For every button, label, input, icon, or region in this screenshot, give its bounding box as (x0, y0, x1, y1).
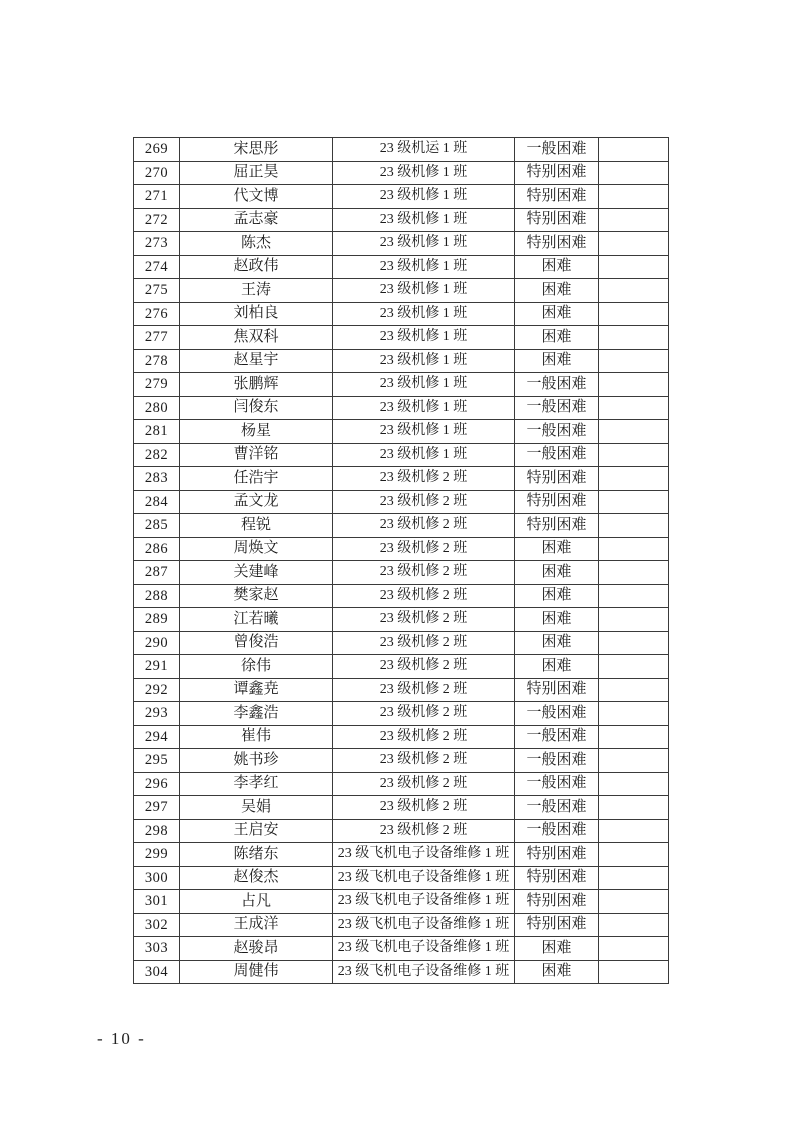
cell-class: 23 级机修 1 班 (333, 373, 515, 397)
cell-name: 孟文龙 (180, 490, 333, 514)
cell-number: 304 (134, 960, 180, 984)
cell-number: 284 (134, 490, 180, 514)
cell-name: 赵骏昂 (180, 937, 333, 961)
cell-number: 281 (134, 420, 180, 444)
cell-name: 张鹏辉 (180, 373, 333, 397)
cell-name: 宋思彤 (180, 138, 333, 162)
table-row (134, 937, 669, 961)
table-row (134, 443, 669, 467)
cell-level: 一般困难 (515, 443, 599, 467)
cell-class: 23 级机修 1 班 (333, 420, 515, 444)
table-row (134, 349, 669, 373)
cell-class: 23 级机修 2 班 (333, 655, 515, 679)
cell-name: 李孝红 (180, 772, 333, 796)
table-row (134, 631, 669, 655)
cell-class: 23 级机修 2 班 (333, 819, 515, 843)
student-aid-table (133, 137, 669, 984)
cell-class: 23 级机修 2 班 (333, 537, 515, 561)
cell-class: 23 级飞机电子设备维修 1 班 (333, 913, 515, 937)
cell-name: 王成洋 (180, 913, 333, 937)
cell-note (599, 631, 669, 655)
cell-note (599, 937, 669, 961)
cell-number: 297 (134, 796, 180, 820)
cell-name: 王启安 (180, 819, 333, 843)
cell-name: 赵星宇 (180, 349, 333, 373)
table-row (134, 537, 669, 561)
cell-note (599, 373, 669, 397)
cell-level: 困难 (515, 302, 599, 326)
table-row (134, 584, 669, 608)
cell-level: 特别困难 (515, 185, 599, 209)
cell-name: 占凡 (180, 890, 333, 914)
cell-number: 301 (134, 890, 180, 914)
cell-class: 23 级飞机电子设备维修 1 班 (333, 890, 515, 914)
cell-note (599, 819, 669, 843)
cell-level: 困难 (515, 349, 599, 373)
cell-name: 孟志豪 (180, 208, 333, 232)
cell-class: 23 级机修 1 班 (333, 279, 515, 303)
cell-class: 23 级机修 1 班 (333, 396, 515, 420)
cell-name: 赵俊杰 (180, 866, 333, 890)
cell-number: 280 (134, 396, 180, 420)
cell-level: 困难 (515, 655, 599, 679)
cell-note (599, 490, 669, 514)
cell-number: 299 (134, 843, 180, 867)
cell-name: 樊家赵 (180, 584, 333, 608)
cell-level: 困难 (515, 537, 599, 561)
table-row (134, 608, 669, 632)
table-row (134, 960, 669, 984)
cell-note (599, 890, 669, 914)
table-row (134, 890, 669, 914)
cell-class: 23 级机修 2 班 (333, 631, 515, 655)
cell-name: 任浩宇 (180, 467, 333, 491)
cell-class: 23 级机修 1 班 (333, 326, 515, 350)
table-row (134, 279, 669, 303)
cell-class: 23 级机修 2 班 (333, 561, 515, 585)
cell-class: 23 级机修 1 班 (333, 232, 515, 256)
cell-name: 刘柏良 (180, 302, 333, 326)
cell-note (599, 396, 669, 420)
table-row (134, 678, 669, 702)
cell-note (599, 913, 669, 937)
cell-level: 困难 (515, 937, 599, 961)
cell-number: 303 (134, 937, 180, 961)
cell-name: 曾俊浩 (180, 631, 333, 655)
table-row (134, 396, 669, 420)
cell-note (599, 960, 669, 984)
cell-number: 271 (134, 185, 180, 209)
cell-number: 300 (134, 866, 180, 890)
cell-note (599, 866, 669, 890)
table-row (134, 514, 669, 538)
cell-number: 288 (134, 584, 180, 608)
cell-level: 困难 (515, 631, 599, 655)
cell-class: 23 级机修 1 班 (333, 208, 515, 232)
cell-class: 23 级机修 1 班 (333, 302, 515, 326)
cell-name: 代文博 (180, 185, 333, 209)
cell-note (599, 302, 669, 326)
cell-name: 崔伟 (180, 725, 333, 749)
cell-number: 285 (134, 514, 180, 538)
cell-name: 焦双科 (180, 326, 333, 350)
cell-name: 曹洋铭 (180, 443, 333, 467)
cell-level: 特别困难 (515, 866, 599, 890)
cell-level: 特别困难 (515, 913, 599, 937)
cell-name: 关建峰 (180, 561, 333, 585)
cell-number: 269 (134, 138, 180, 162)
cell-name: 杨星 (180, 420, 333, 444)
cell-note (599, 161, 669, 185)
cell-number: 287 (134, 561, 180, 585)
cell-class: 23 级机修 2 班 (333, 608, 515, 632)
table-row (134, 467, 669, 491)
cell-level: 困难 (515, 255, 599, 279)
cell-class: 23 级机修 2 班 (333, 702, 515, 726)
table-row (134, 255, 669, 279)
cell-name: 陈绪东 (180, 843, 333, 867)
table-row (134, 138, 669, 162)
cell-note (599, 255, 669, 279)
cell-name: 程锐 (180, 514, 333, 538)
cell-level: 特别困难 (515, 490, 599, 514)
cell-note (599, 608, 669, 632)
cell-name: 吴娟 (180, 796, 333, 820)
cell-class: 23 级机运 1 班 (333, 138, 515, 162)
cell-level: 一般困难 (515, 725, 599, 749)
cell-name: 王涛 (180, 279, 333, 303)
cell-level: 特别困难 (515, 208, 599, 232)
cell-note (599, 725, 669, 749)
cell-class: 23 级飞机电子设备维修 1 班 (333, 843, 515, 867)
table-row (134, 161, 669, 185)
cell-name: 谭鑫尭 (180, 678, 333, 702)
table-row (134, 702, 669, 726)
cell-number: 282 (134, 443, 180, 467)
table-body (134, 138, 669, 984)
cell-class: 23 级飞机电子设备维修 1 班 (333, 960, 515, 984)
cell-number: 274 (134, 255, 180, 279)
cell-number: 295 (134, 749, 180, 773)
cell-class: 23 级机修 1 班 (333, 185, 515, 209)
cell-class: 23 级机修 1 班 (333, 443, 515, 467)
table-row (134, 490, 669, 514)
table-row (134, 772, 669, 796)
cell-number: 290 (134, 631, 180, 655)
cell-class: 23 级机修 2 班 (333, 490, 515, 514)
cell-note (599, 420, 669, 444)
cell-level: 一般困难 (515, 796, 599, 820)
cell-number: 298 (134, 819, 180, 843)
cell-note (599, 772, 669, 796)
cell-number: 270 (134, 161, 180, 185)
table-row (134, 185, 669, 209)
table-row (134, 749, 669, 773)
table-row (134, 725, 669, 749)
cell-number: 283 (134, 467, 180, 491)
cell-level: 特别困难 (515, 514, 599, 538)
cell-note (599, 537, 669, 561)
cell-class: 23 级机修 2 班 (333, 467, 515, 491)
cell-number: 286 (134, 537, 180, 561)
cell-note (599, 326, 669, 350)
cell-level: 困难 (515, 608, 599, 632)
cell-class: 23 级机修 2 班 (333, 772, 515, 796)
cell-level: 困难 (515, 326, 599, 350)
table-row (134, 843, 669, 867)
cell-class: 23 级飞机电子设备维修 1 班 (333, 866, 515, 890)
cell-class: 23 级机修 1 班 (333, 255, 515, 279)
cell-level: 一般困难 (515, 396, 599, 420)
cell-name: 赵政伟 (180, 255, 333, 279)
cell-level: 特别困难 (515, 843, 599, 867)
cell-level: 一般困难 (515, 373, 599, 397)
cell-level: 一般困难 (515, 772, 599, 796)
table-row (134, 326, 669, 350)
cell-number: 292 (134, 678, 180, 702)
table-row (134, 866, 669, 890)
cell-note (599, 655, 669, 679)
cell-note (599, 678, 669, 702)
cell-level: 一般困难 (515, 138, 599, 162)
cell-level: 特别困难 (515, 467, 599, 491)
cell-class: 23 级机修 2 班 (333, 514, 515, 538)
cell-note (599, 584, 669, 608)
cell-level: 困难 (515, 584, 599, 608)
cell-class: 23 级飞机电子设备维修 1 班 (333, 937, 515, 961)
page-number: - 10 - (97, 1029, 146, 1048)
cell-number: 302 (134, 913, 180, 937)
cell-number: 276 (134, 302, 180, 326)
cell-class: 23 级机修 2 班 (333, 584, 515, 608)
cell-number: 278 (134, 349, 180, 373)
cell-name: 闫俊东 (180, 396, 333, 420)
cell-level: 困难 (515, 279, 599, 303)
cell-class: 23 级机修 2 班 (333, 796, 515, 820)
cell-class: 23 级机修 1 班 (333, 349, 515, 373)
cell-number: 279 (134, 373, 180, 397)
cell-level: 困难 (515, 960, 599, 984)
table-row (134, 208, 669, 232)
table-row (134, 373, 669, 397)
cell-note (599, 138, 669, 162)
table-row (134, 913, 669, 937)
cell-name: 徐伟 (180, 655, 333, 679)
cell-note (599, 467, 669, 491)
table-row (134, 655, 669, 679)
cell-level: 一般困难 (515, 702, 599, 726)
cell-note (599, 232, 669, 256)
cell-number: 291 (134, 655, 180, 679)
table-row (134, 561, 669, 585)
cell-note (599, 796, 669, 820)
cell-note (599, 514, 669, 538)
cell-number: 275 (134, 279, 180, 303)
cell-number: 272 (134, 208, 180, 232)
cell-note (599, 702, 669, 726)
cell-level: 一般困难 (515, 420, 599, 444)
cell-number: 273 (134, 232, 180, 256)
cell-level: 困难 (515, 561, 599, 585)
cell-class: 23 级机修 2 班 (333, 678, 515, 702)
cell-class: 23 级机修 2 班 (333, 725, 515, 749)
cell-number: 289 (134, 608, 180, 632)
cell-name: 姚书珍 (180, 749, 333, 773)
cell-name: 江若曦 (180, 608, 333, 632)
cell-note (599, 349, 669, 373)
table-row (134, 302, 669, 326)
cell-note (599, 843, 669, 867)
table-row (134, 232, 669, 256)
table-row (134, 819, 669, 843)
cell-level: 特别困难 (515, 890, 599, 914)
cell-name: 周焕文 (180, 537, 333, 561)
cell-level: 特别困难 (515, 232, 599, 256)
cell-number: 293 (134, 702, 180, 726)
cell-name: 李鑫浩 (180, 702, 333, 726)
cell-level: 一般困难 (515, 819, 599, 843)
table-row (134, 796, 669, 820)
cell-note (599, 749, 669, 773)
cell-note (599, 561, 669, 585)
cell-name: 陈杰 (180, 232, 333, 256)
cell-level: 特别困难 (515, 161, 599, 185)
cell-note (599, 443, 669, 467)
cell-note (599, 185, 669, 209)
cell-level: 特别困难 (515, 678, 599, 702)
cell-number: 277 (134, 326, 180, 350)
cell-name: 周健伟 (180, 960, 333, 984)
cell-name: 屈正昊 (180, 161, 333, 185)
cell-class: 23 级机修 2 班 (333, 749, 515, 773)
table-row (134, 420, 669, 444)
cell-note (599, 279, 669, 303)
cell-class: 23 级机修 1 班 (333, 161, 515, 185)
cell-number: 294 (134, 725, 180, 749)
cell-level: 一般困难 (515, 749, 599, 773)
cell-note (599, 208, 669, 232)
cell-number: 296 (134, 772, 180, 796)
